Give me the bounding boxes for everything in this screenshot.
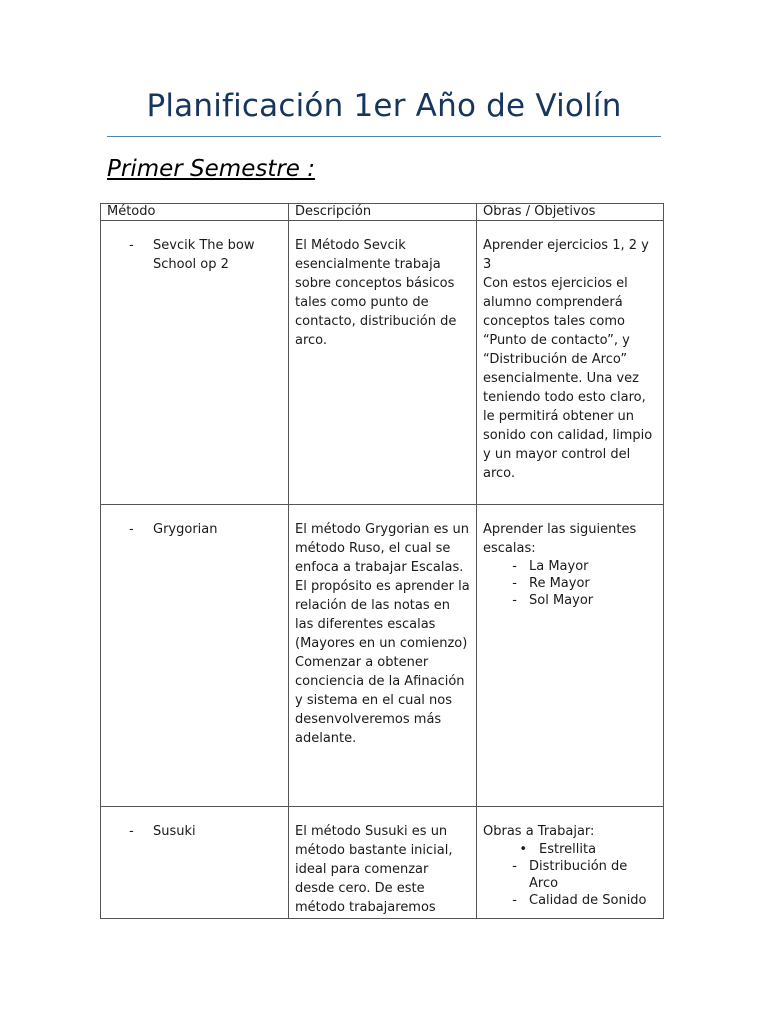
- method-name: Grygorian: [153, 522, 218, 537]
- header-method: Método: [101, 204, 289, 221]
- list-item: [483, 892, 657, 909]
- dash-marker: -: [512, 559, 517, 574]
- table-row: [101, 505, 664, 807]
- table-row: [101, 221, 664, 505]
- dash-marker: -: [129, 238, 134, 253]
- dash-marker: -: [512, 593, 517, 608]
- section-heading: Primer Semestre :: [107, 156, 316, 182]
- dash-marker: -: [512, 859, 517, 874]
- list-item-text: La Mayor: [529, 559, 589, 574]
- description-cell: [289, 505, 477, 807]
- method-name: Susuki: [153, 824, 196, 839]
- dash-marker: -: [129, 824, 134, 839]
- list-item-text: Calidad de Sonido: [529, 893, 647, 908]
- method-cell: [101, 807, 289, 919]
- objectives-intro: Obras a Trabajar:: [483, 824, 595, 839]
- header-description: Descripción: [289, 204, 477, 221]
- list-item: [483, 592, 657, 609]
- list-item-text: Re Mayor: [529, 576, 590, 591]
- list-item: [483, 858, 657, 892]
- header-objectives: Obras / Objetivos: [477, 204, 664, 221]
- bullet-marker: •: [519, 842, 527, 857]
- method-name: Sevcik The bow School op 2: [153, 238, 255, 272]
- works-dash-list: [483, 858, 657, 909]
- dash-marker: -: [512, 893, 517, 908]
- description-text: El método Susuki es un método bastante inicial, ideal para comenzar desde cero. De este método trabajaremos: [295, 824, 453, 915]
- scales-list: [483, 558, 657, 609]
- list-item-text: Estrellita: [539, 842, 597, 857]
- works-bullet-list: [483, 841, 657, 858]
- description-cell: [289, 807, 477, 919]
- description-text: El método Grygorian es un método Ruso, el cual se enfoca a trabajar Escalas. El propósito es aprender la relación de las notas en las diferentes escalas (Mayores en un comienzo) Comenzar a obtener conciencia de la Afinación y sistema en el cual nos desenvolveremos más adelante.: [295, 522, 470, 746]
- list-item: [483, 558, 657, 575]
- method-cell: [101, 505, 289, 807]
- objectives-cell: [477, 505, 664, 807]
- title-divider: [107, 136, 661, 137]
- plan-table: [100, 203, 664, 919]
- objectives-cell: [477, 807, 664, 919]
- list-item-text: Distribución de Arco: [529, 859, 628, 891]
- list-item: [483, 575, 657, 592]
- dash-marker: -: [512, 576, 517, 591]
- objectives-cell: [477, 221, 664, 505]
- list-item: [483, 841, 657, 858]
- list-item-text: Sol Mayor: [529, 593, 594, 608]
- description-text: El Método Sevcik esencialmente trabaja sobre conceptos básicos tales como punto de contacto, distribución de arco.: [295, 238, 457, 348]
- objectives-intro: Aprender las siguientes escalas:: [483, 522, 637, 556]
- document-title: Planificación 1er Año de Violín: [146, 88, 622, 124]
- description-cell: [289, 221, 477, 505]
- objectives-text: Aprender ejercicios 1, 2 y 3 Con estos ejercicios el alumno comprenderá conceptos tales como “Punto de contacto”, y “Distribución de Arco” esencialmente. Una vez teniendo todo esto claro, le permitirá obtener un sonido con calidad, limpio y un mayor control del arco.: [483, 238, 653, 481]
- dash-marker: -: [129, 522, 134, 537]
- table-row: [101, 807, 664, 919]
- method-cell: [101, 221, 289, 505]
- table-header-row: [101, 204, 664, 221]
